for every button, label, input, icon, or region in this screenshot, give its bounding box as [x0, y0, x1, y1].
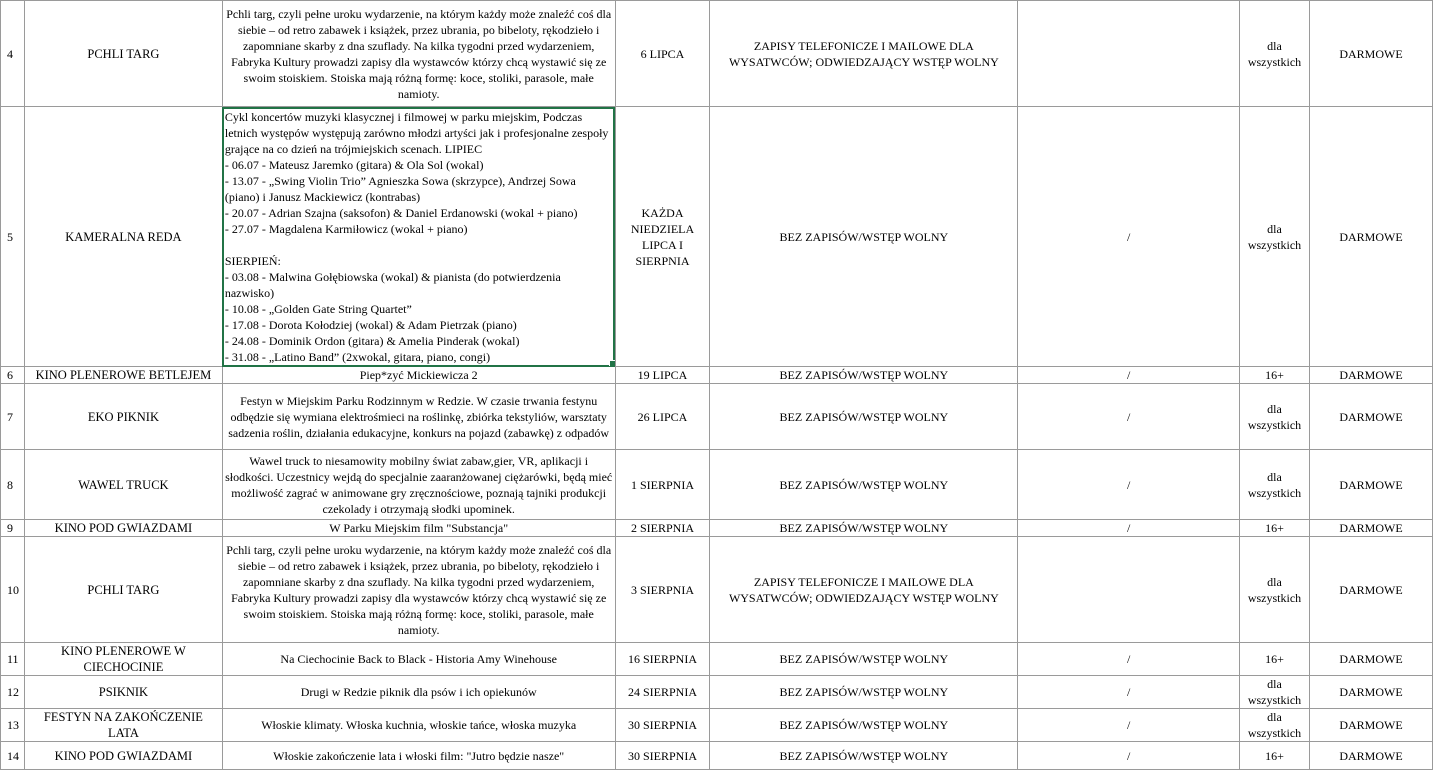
price-cell[interactable]: DARMOWE — [1310, 450, 1433, 520]
registration-cell[interactable]: BEZ ZAPISÓW/WSTĘP WOLNY — [710, 643, 1018, 676]
price-cell[interactable]: DARMOWE — [1310, 520, 1433, 537]
price-cell[interactable]: DARMOWE — [1310, 742, 1433, 770]
row-number-cell[interactable]: 4 — [1, 1, 25, 107]
price-cell[interactable]: DARMOWE — [1310, 367, 1433, 384]
row-number-cell[interactable]: 5 — [1, 107, 25, 367]
table-row — [1, 676, 1433, 709]
event-name-cell[interactable]: EKO PIKNIK — [24, 384, 222, 450]
extra-cell[interactable]: / — [1018, 709, 1240, 742]
audience-cell[interactable]: dla wszystkich — [1240, 107, 1310, 367]
price-cell[interactable]: DARMOWE — [1310, 676, 1433, 709]
row-number-cell[interactable]: 6 — [1, 367, 25, 384]
extra-cell[interactable]: / — [1018, 384, 1240, 450]
date-cell[interactable]: 2 SIERPNIA — [615, 520, 710, 537]
extra-cell[interactable] — [1018, 537, 1240, 643]
row-number-cell[interactable]: 11 — [1, 643, 25, 676]
registration-cell[interactable]: BEZ ZAPISÓW/WSTĘP WOLNY — [710, 384, 1018, 450]
registration-cell[interactable]: BEZ ZAPISÓW/WSTĘP WOLNY — [710, 107, 1018, 367]
row-number-cell[interactable]: 12 — [1, 676, 25, 709]
table-row — [1, 742, 1433, 770]
price-cell[interactable]: DARMOWE — [1310, 643, 1433, 676]
table-row — [1, 450, 1433, 520]
price-cell[interactable]: DARMOWE — [1310, 1, 1433, 107]
row-number-cell[interactable]: 8 — [1, 450, 25, 520]
date-cell[interactable]: 16 SIERPNIA — [615, 643, 710, 676]
row-number-cell[interactable]: 9 — [1, 520, 25, 537]
description-cell[interactable]: Na Ciechocinie Back to Black - Historia Amy Winehouse — [222, 643, 615, 676]
description-cell[interactable]: Włoskie zakończenie lata i włoski film: "Jutro będzie nasze" — [222, 742, 615, 770]
extra-cell[interactable]: / — [1018, 520, 1240, 537]
description-cell[interactable]: Festyn w Miejskim Parku Rodzinnym w Redzie. W czasie trwania festynu odbędzie się wymiana elektrośmieci na roślinkę, zbiórka tekstyliów, warsztaty sadzenia roślin, działania edukacyjne, konkurs na pojazd (zabawkę) z odpadów — [222, 384, 615, 450]
audience-cell[interactable]: dla wszystkich — [1240, 450, 1310, 520]
event-name-cell[interactable]: PCHLI TARG — [24, 1, 222, 107]
date-cell[interactable]: 6 LIPCA — [615, 1, 710, 107]
price-cell[interactable]: DARMOWE — [1310, 384, 1433, 450]
row-number-cell[interactable]: 13 — [1, 709, 25, 742]
description-cell-selected[interactable] — [222, 107, 615, 367]
audience-cell[interactable]: dla wszystkich — [1240, 709, 1310, 742]
price-cell[interactable]: DARMOWE — [1310, 709, 1433, 742]
registration-cell[interactable]: BEZ ZAPISÓW/WSTĘP WOLNY — [710, 450, 1018, 520]
description-cell[interactable]: Piep*zyć Mickiewicza 2 — [222, 367, 615, 384]
registration-cell[interactable]: BEZ ZAPISÓW/WSTĘP WOLNY — [710, 520, 1018, 537]
registration-cell[interactable]: ZAPISY TELEFONICZE I MAILOWE DLA WYSATWCÓW; ODWIEDZAJĄCY WSTĘP WOLNY — [710, 1, 1018, 107]
extra-cell[interactable]: / — [1018, 367, 1240, 384]
audience-cell[interactable]: 16+ — [1240, 367, 1310, 384]
event-name-cell[interactable]: KINO PLENEROWE BETLEJEM — [24, 367, 222, 384]
description-cell[interactable]: Wawel truck to niesamowity mobilny świat zabaw,gier, VR, aplikacji i słodkości. Uczestnicy wejdą do specjalnie zaaranżowanej ciężarówki, będą mieć możliwość zagrać w animowane gry zręcznościowe, poznają tajniki produkcji czekolady i otrzymają słodki upominek. — [222, 450, 615, 520]
date-cell[interactable]: 26 LIPCA — [615, 384, 710, 450]
audience-cell[interactable]: dla wszystkich — [1240, 1, 1310, 107]
table-row — [1, 107, 1433, 367]
registration-cell[interactable]: BEZ ZAPISÓW/WSTĘP WOLNY — [710, 676, 1018, 709]
date-cell[interactable]: 1 SIERPNIA — [615, 450, 710, 520]
row-number-cell[interactable]: 10 — [1, 537, 25, 643]
fill-handle[interactable] — [609, 360, 616, 367]
audience-cell[interactable]: dla wszystkich — [1240, 676, 1310, 709]
date-cell[interactable]: 3 SIERPNIA — [615, 537, 710, 643]
event-name-cell[interactable]: KINO POD GWIAZDAMI — [24, 520, 222, 537]
table-row — [1, 367, 1433, 384]
extra-cell[interactable]: / — [1018, 450, 1240, 520]
description-text: Cykl koncertów muzyki klasycznej i filmowej w parku miejskim, Podczas letnich występów występują zarówno młodzi artyści jak i profesjonalne zespoły grające na co dzień na trójmiejskich scenach. LIPIEC - 06.07 - Mateusz Jaremko (gitara) & Ola Sol (wokal) - 13.07 - „Swing Violin Trio” Agnieszka Sowa (skrzypce), Andrzej Sowa (piano) i Janusz Mackiewicz (kontrabas) - 20.07 - Adrian Szajna (saksofon) & Daniel Erdanowski (wokal + piano) - 27.07 - Magdalena Karmiłowicz (wokal + piano) SIERPIEŃ: - 03.08 - Malwina Gołębiowska (wokal) & pianista (do potwierdzenia nazwisko) - 10.08 - „Golden Gate String Quartet” - 17.08 - Dorota Kołodziej (wokal) & Adam Pietrzak (piano) - 24.08 - Dominik Ordon (gitara) & Amelia Pinderak (wokal) - 31.08 - „Latino Band” (2xwokal, gitara, piano, congi) — [224, 109, 609, 364]
date-cell[interactable]: 30 SIERPNIA — [615, 709, 710, 742]
audience-cell[interactable]: dla wszystkich — [1240, 537, 1310, 643]
table-row — [1, 709, 1433, 742]
extra-cell[interactable]: / — [1018, 107, 1240, 367]
audience-cell[interactable]: 16+ — [1240, 520, 1310, 537]
extra-cell[interactable] — [1018, 1, 1240, 107]
table-row — [1, 643, 1433, 676]
description-cell[interactable]: Pchli targ, czyli pełne uroku wydarzenie, na którym każdy może znaleźć coś dla siebie – od retro zabawek i książek, przez ubrania, po bibeloty, rękodzieło i zapomniane skarby z dna szuflady. Na kilka tygodni przed wydarzeniem, Fabryka Kultury prowadzi zapisy dla wystawców którzy chcą wystawić się ze swoim stoiskiem. Stoiska mają różną formę: koce, stoliki, parasole, małe namioty. — [222, 537, 615, 643]
registration-cell[interactable]: ZAPISY TELEFONICZE I MAILOWE DLA WYSATWCÓW; ODWIEDZAJĄCY WSTĘP WOLNY — [710, 537, 1018, 643]
extra-cell[interactable]: / — [1018, 643, 1240, 676]
event-name-cell[interactable]: KINO PLENEROWE W CIECHOCINIE — [24, 643, 222, 676]
price-cell[interactable]: DARMOWE — [1310, 107, 1433, 367]
registration-cell[interactable]: BEZ ZAPISÓW/WSTĘP WOLNY — [710, 742, 1018, 770]
description-cell[interactable]: Drugi w Redzie piknik dla psów i ich opiekunów — [222, 676, 615, 709]
date-cell[interactable]: 30 SIERPNIA — [615, 742, 710, 770]
registration-cell[interactable]: BEZ ZAPISÓW/WSTĘP WOLNY — [710, 709, 1018, 742]
table-row — [1, 537, 1433, 643]
event-name-cell[interactable]: KAMERALNA REDA — [24, 107, 222, 367]
row-number-cell[interactable]: 7 — [1, 384, 25, 450]
extra-cell[interactable]: / — [1018, 742, 1240, 770]
table-row — [1, 1, 1433, 107]
price-cell[interactable]: DARMOWE — [1310, 537, 1433, 643]
table-row — [1, 384, 1433, 450]
audience-cell[interactable]: 16+ — [1240, 643, 1310, 676]
event-name-cell[interactable]: PSIKNIK — [24, 676, 222, 709]
event-name-cell[interactable]: PCHLI TARG — [24, 537, 222, 643]
registration-cell[interactable]: BEZ ZAPISÓW/WSTĘP WOLNY — [710, 367, 1018, 384]
row-number-cell[interactable]: 14 — [1, 742, 25, 770]
table-row — [1, 520, 1433, 537]
date-cell[interactable]: 24 SIERPNIA — [615, 676, 710, 709]
audience-cell[interactable]: 16+ — [1240, 742, 1310, 770]
extra-cell[interactable]: / — [1018, 676, 1240, 709]
event-name-cell[interactable]: FESTYN NA ZAKOŃCZENIE LATA — [24, 709, 222, 742]
event-name-cell[interactable]: WAWEL TRUCK — [24, 450, 222, 520]
audience-cell[interactable]: dla wszystkich — [1240, 384, 1310, 450]
description-cell[interactable]: Włoskie klimaty. Włoska kuchnia, włoskie tańce, włoska muzyka — [222, 709, 615, 742]
description-cell[interactable]: W Parku Miejskim film "Substancja" — [222, 520, 615, 537]
date-cell[interactable]: 19 LIPCA — [615, 367, 710, 384]
event-name-cell[interactable]: KINO POD GWIAZDAMI — [24, 742, 222, 770]
description-cell[interactable]: Pchli targ, czyli pełne uroku wydarzenie, na którym każdy może znaleźć coś dla siebie – od retro zabawek i książek, przez ubrania, po bibeloty, rękodzieło i zapomniane skarby z dna szuflady. Na kilka tygodni przed wydarzeniem, Fabryka Kultury prowadzi zapisy dla wystawców którzy chcą wystawić się ze swoim stoiskiem. Stoiska mają różną formę: koce, stoliki, parasole, małe namioty. — [222, 1, 615, 107]
date-cell[interactable]: KAŻDA NIEDZIELA LIPCA I SIERPNIA — [615, 107, 710, 367]
